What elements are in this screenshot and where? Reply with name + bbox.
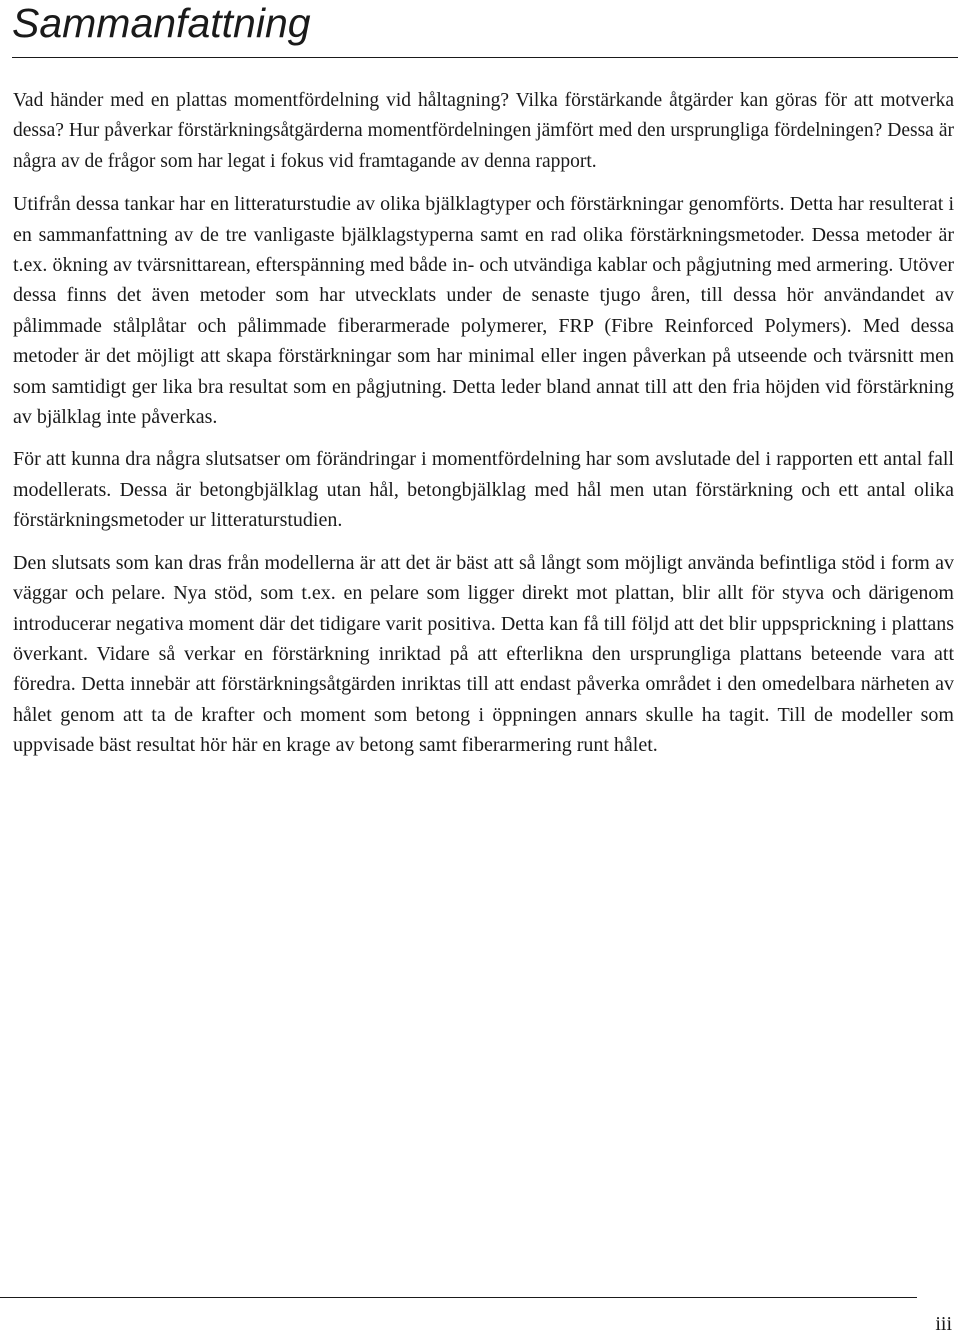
footer-divider <box>0 1297 917 1298</box>
paragraph-literature-study: Utifrån dessa tankar har en litteraturstudie av olika bjälklagtyper och förstärkningar genomförts. Detta har resulterat i en sammanfattning av de tre vanligaste bjälklagstyperna samt en rad olika förstärkningsmetoder. Dessa metoder är t.ex. ökning av tvärsnittarean, efterspänning med både in- och utvändiga kablar och pågjutning med armering. Utöver dessa finns det även metoder som har utvecklats under de senaste tjugo åren, till dessa hör användandet av pålimmade stålplåtar och pålimmade fiberarmerade polymerer, FRP (Fibre Reinforced Polymers). Med dessa metoder är det möjligt att skapa förstärkningar som har minimal eller ingen påverkan på utseende och tvärsnitt men som samtidigt ger lika bra resultat som en pågjutning. Detta leder bland annat till att den fria höjden vid förstärkning av bjälklag inte påverkas. <box>13 193 954 429</box>
paragraph-conclusion: Den slutsats som kan dras från modellerna är att det är bäst att så långt som möjligt använda befintliga stöd i form av väggar och pelare. Nya stöd, som t.ex. en pelare som ligger direkt mot plattan, blir allt för styva och därigenom introducerar negativa moment där det tidigare varit positiva. Detta kan få till följd att det blir uppsprickning i plattans överkant. Vidare så verkar en förstärkning inriktad på att efterlikna den ursprungliga plattans beteende vara att föredra. Detta innebär att förstärkningsåtgärden inriktas till att endast påverka området i den omedelbara närheten av hålet genom att ta de krafter och moment som betong i öppningen annars skulle ha tagit. Till de modeller som uppvisade bäst resultat hör här en krage av betong samt fiberarmering runt hålet. <box>13 551 954 757</box>
title-divider <box>12 57 958 58</box>
paragraph-intro-questions: Vad händer med en plattas momentfördelning vid håltagning? Vilka förstärkande åtgärder kan göras för att motverka dessa? Hur påverkar förstärkningsåtgärderna momentfördelningen jämfört med den ursprungliga fördelningen? Dessa är några av de frågor som har legat i fokus vid framtagande av denna rapport. <box>13 90 954 172</box>
page-number: iii <box>935 1313 952 1335</box>
paragraph-modelling: För att kunna dra några slutsatser om förändringar i momentfördelning har som avslutade del i rapporten ett antal fall modellerats. Dessa är betongbjälklag utan hål, betongbjälklag med hål men utan förstärkning och ett antal olika förstärkningsmetoder ur litteraturstudien. <box>13 448 954 532</box>
summary-body <box>13 86 954 773</box>
page-title: Sammanfattning <box>12 0 311 46</box>
